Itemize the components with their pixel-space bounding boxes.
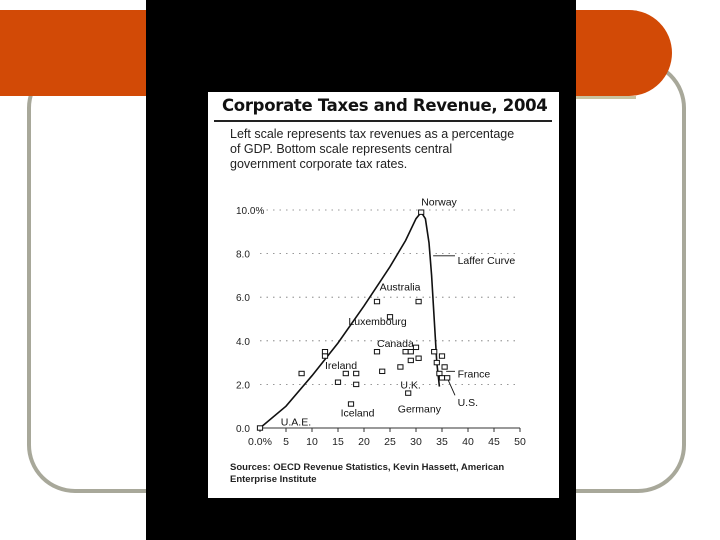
country-point-14: [403, 350, 408, 354]
annotation-label-6: U.K.: [400, 379, 421, 392]
annotation-label-0: Norway: [421, 196, 457, 209]
subtitle-line-2: of GDP. Bottom scale represents central: [230, 142, 453, 156]
x-tick-label-9: 45: [488, 436, 500, 448]
country-point-13: [398, 365, 403, 369]
annotation-label-2: Australia: [379, 281, 421, 294]
country-point-11: [380, 369, 385, 373]
country-point-18: [413, 345, 418, 349]
country-point-27: [442, 365, 447, 369]
country-point-26: [439, 376, 444, 380]
annotation-label-4: Canada: [377, 337, 414, 350]
annotation-label-5: Ireland: [325, 359, 358, 372]
x-tick-label-5: 25: [384, 436, 396, 448]
country-point-28: [445, 376, 450, 380]
country-point-8: [354, 382, 359, 386]
country-point-23: [434, 360, 439, 364]
country-point-1: [299, 371, 304, 375]
country-point-4: [335, 380, 340, 384]
y-tick-label-5: 10.0%: [236, 206, 265, 217]
country-point-16: [408, 350, 413, 354]
chart-paper: [208, 92, 559, 498]
x-tick-label-7: 35: [436, 436, 448, 448]
country-point-2: [322, 350, 327, 354]
country-point-6: [348, 402, 353, 406]
subtitle-line-1: Left scale represents tax revenues as a percentage: [230, 127, 515, 141]
source-line-2: Enterprise Institute: [230, 474, 317, 485]
laffer-plot: [208, 92, 559, 462]
country-point-0: [257, 426, 262, 430]
y-tick-label-3: 6.0: [236, 293, 250, 305]
annotation-label-3: Luxembourg: [348, 316, 407, 329]
country-point-5: [343, 371, 348, 375]
country-point-24: [437, 371, 442, 375]
annotation-label-1: Laffer Curve: [457, 255, 516, 268]
country-point-10: [374, 350, 379, 354]
x-tick-label-3: 15: [332, 436, 344, 448]
x-tick-label-2: 10: [306, 436, 318, 448]
annotation-label-11: U.A.E.: [280, 416, 312, 429]
country-point-25: [439, 354, 444, 358]
y-tick-label-0: 0.0: [236, 424, 250, 435]
country-point-17: [408, 358, 413, 362]
country-point-22: [432, 350, 437, 354]
subtitle-line-3: government corporate tax rates.: [230, 157, 408, 171]
country-point-7: [354, 371, 359, 375]
y-tick-label-4: 8.0: [236, 249, 250, 261]
country-point-20: [416, 299, 421, 303]
x-tick-label-6: 30: [410, 436, 422, 448]
x-tick-label-8: 40: [462, 436, 474, 448]
country-point-15: [406, 391, 411, 395]
x-tick-label-4: 20: [358, 436, 370, 448]
y-tick-label-1: 2.0: [236, 380, 250, 392]
annotation-label-7: France: [457, 368, 491, 381]
chart-source: [230, 462, 550, 486]
country-point-19: [416, 356, 421, 360]
x-tick-label-0: 0.0%: [248, 436, 272, 448]
annotation-label-10: U.S.: [457, 396, 479, 409]
x-tick-label-10: 50: [514, 436, 526, 448]
chart-title: Corporate Taxes and Revenue, 2004: [222, 96, 548, 115]
x-tick-label-1: 5: [283, 436, 289, 448]
annotation-label-9: Germany: [397, 403, 441, 416]
country-point-3: [322, 354, 327, 358]
annotation-label-8: Iceland: [340, 407, 375, 420]
country-point-21: [419, 210, 424, 214]
y-tick-label-2: 4.0: [236, 336, 250, 348]
source-line-1: Sources: OECD Revenue Statistics, Kevin Hassett, American: [230, 462, 505, 473]
country-point-9: [374, 299, 379, 303]
